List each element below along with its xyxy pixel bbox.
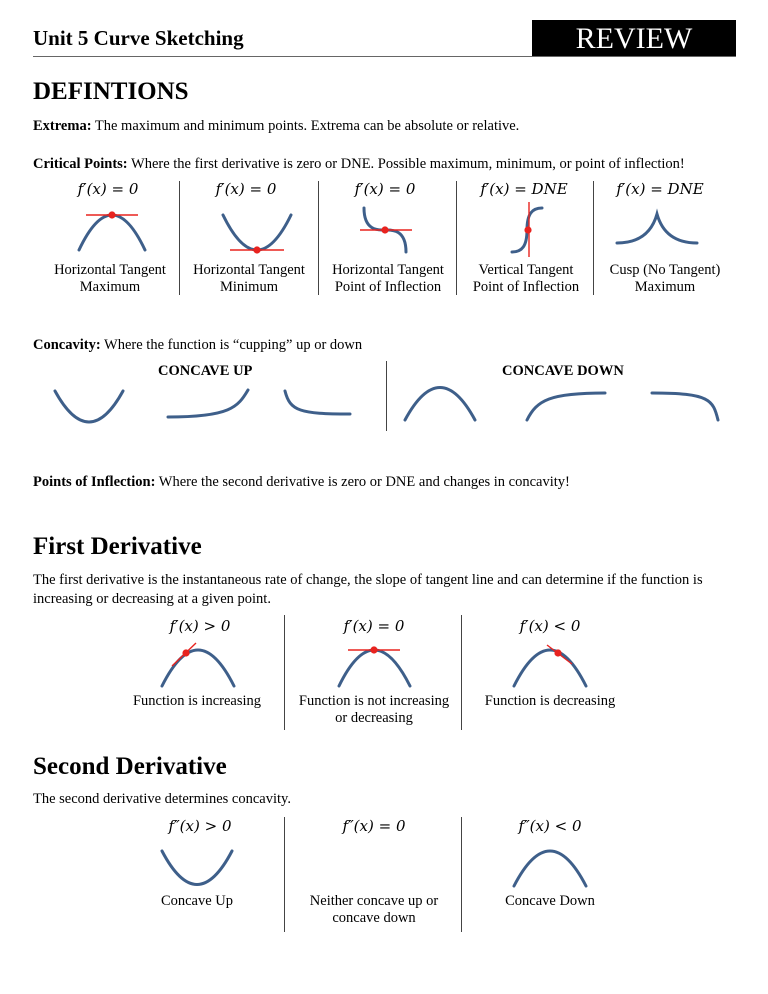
cusp-graph [617,214,697,243]
decreasing-tangent-graph [514,645,586,686]
concavity-divider [386,361,387,431]
divider [461,615,462,730]
concavity-definition [33,336,362,355]
first-caption-3: Function is decreasing [484,693,616,709]
concave-up-graph [162,851,232,885]
critical-formula-1: f′(x) = 0 [77,180,139,198]
first-formula-2: f′(x) = 0 [343,617,405,635]
min-horizontal-tangent-graph [223,215,291,254]
second-caption-3: Concave Down [505,893,595,909]
concave-up-label: CONCAVE UP [158,363,253,379]
second-caption-1: Concave Up [160,893,234,909]
page-title: Unit 5 Curve Sketching [33,26,244,50]
second-derivative-heading: Second Derivative [33,753,227,780]
concave-down-label: CONCAVE DOWN [502,363,624,379]
critical-formula-3: f′(x) = 0 [354,180,416,198]
divider [284,817,285,932]
review-badge: REVIEW [532,20,736,56]
concave-up-graphs [55,390,350,422]
critical-formula-2: f′(x) = 0 [215,180,277,198]
concave-down-graphs [405,388,718,421]
second-formula-2: f″(x) = 0 [342,817,406,835]
concave-down-graph [514,851,586,886]
concavity-term: Concavity: [33,337,101,353]
first-caption-1: Function is increasing [132,693,262,709]
vertical-tangent-graph [512,202,542,257]
second-caption-2: Neither concave up or concave down [309,893,439,926]
critical-caption-4: Vertical Tangent Point of Inflection [472,262,580,295]
critical-text: Where the first derivative is zero or DNE. Possible maximum, minimum, or point of inflection! [127,156,685,172]
divider [284,615,285,730]
first-derivative-text: The first derivative is the instantaneous rate of change, the slope of tangent line and can determine if the function is increasing or decreasing at a given point. [33,572,703,607]
first-formula-3: f′(x) < 0 [519,617,581,635]
critical-caption-1: Horizontal Tangent Maximum [54,262,166,295]
zero-slope-tangent-graph [339,646,410,686]
extrema-term: Extrema: [33,118,92,134]
inflection-definition [33,473,570,492]
critical-caption-5: Cusp (No Tangent) Maximum [609,262,721,295]
critical-formula-5: f′(x) = DNE [616,180,704,198]
increasing-tangent-graph [162,643,234,686]
concavity-text: Where the function is “cupping” up or down [100,337,363,353]
first-derivative-heading: First Derivative [33,533,202,560]
max-horizontal-tangent-graph [79,211,145,250]
first-caption-2: Function is not increasing or decreasing [298,693,450,726]
definitions-heading: DEFINTIONS [33,78,189,105]
critical-formula-4: f′(x) = DNE [480,180,568,198]
inflection-term: Points of Inflection: [33,474,156,490]
inflection-text: Where the second derivative is zero or DNE and changes in concavity! [155,474,570,490]
second-formula-3: f″(x) < 0 [518,817,582,835]
second-formula-1: f″(x) > 0 [168,817,232,835]
second-derivative-text: The second derivative determines concavity. [33,791,291,807]
extrema-text: The maximum and minimum points. Extrema can be absolute or relative. [91,118,520,134]
inflection-horizontal-tangent-graph [360,208,412,252]
critical-term: Critical Points: [33,156,128,172]
divider [461,817,462,932]
first-formula-1: f′(x) > 0 [169,617,231,635]
critical-caption-3: Horizontal Tangent Point of Inflection [332,262,444,295]
critical-caption-2: Horizontal Tangent Minimum [193,262,305,295]
